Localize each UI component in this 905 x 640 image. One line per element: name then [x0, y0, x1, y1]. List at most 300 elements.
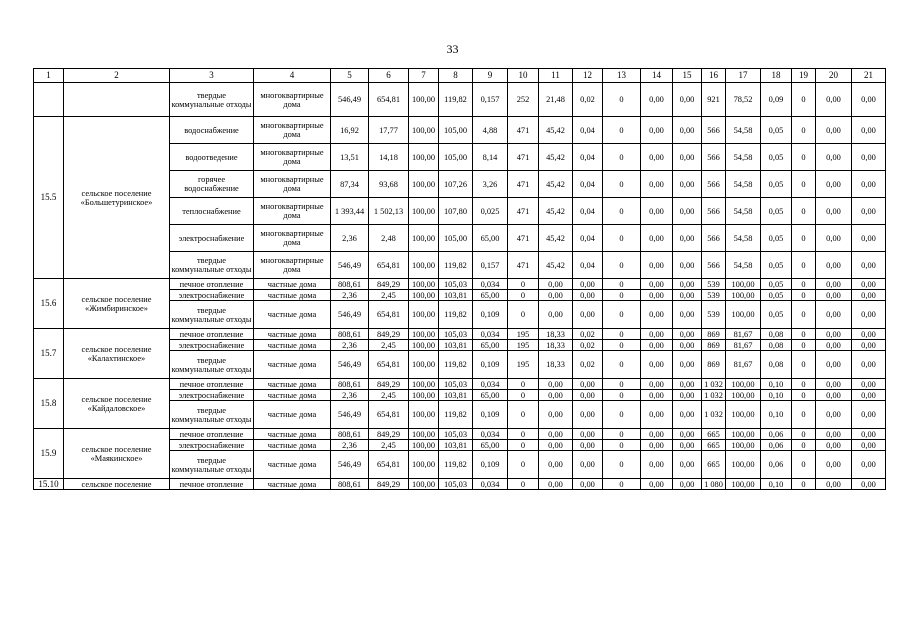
value-cell: 81,67 [726, 340, 761, 351]
value-cell: 0,00 [641, 290, 673, 301]
column-number: 19 [792, 69, 816, 83]
value-cell: 0 [792, 252, 816, 279]
value-cell: 14,18 [369, 144, 409, 171]
value-cell: 0,00 [852, 440, 886, 451]
settlement-name: сельское поселение [64, 479, 170, 490]
value-cell: 0,08 [761, 351, 792, 379]
value-cell: 0,00 [641, 340, 673, 351]
service-name: твердые коммунальные отходы [170, 252, 254, 279]
value-cell: 45,42 [539, 171, 573, 198]
value-cell: 0 [603, 379, 641, 390]
housing-type: частные дома [254, 340, 331, 351]
value-cell: 0 [603, 83, 641, 117]
value-cell: 0,00 [852, 390, 886, 401]
value-cell: 539 [702, 279, 726, 290]
value-cell: 100,00 [409, 440, 439, 451]
value-cell: 2,45 [369, 340, 409, 351]
value-cell: 100,00 [409, 390, 439, 401]
value-cell: 0,05 [761, 144, 792, 171]
value-cell: 100,00 [409, 301, 439, 329]
value-cell: 0,00 [673, 340, 702, 351]
housing-type: частные дома [254, 329, 331, 340]
value-cell: 0,00 [573, 451, 603, 479]
value-cell: 0 [603, 171, 641, 198]
value-cell: 0,00 [573, 401, 603, 429]
value-cell: 54,58 [726, 144, 761, 171]
value-cell: 0 [603, 451, 641, 479]
value-cell: 0 [508, 279, 539, 290]
value-cell: 0,00 [539, 451, 573, 479]
value-cell: 65,00 [473, 390, 508, 401]
value-cell: 0 [603, 225, 641, 252]
value-cell: 18,33 [539, 351, 573, 379]
value-cell: 2,45 [369, 440, 409, 451]
value-cell: 2,36 [331, 390, 369, 401]
value-cell: 0,09 [761, 83, 792, 117]
column-number: 14 [641, 69, 673, 83]
value-cell: 539 [702, 301, 726, 329]
table-row [34, 479, 886, 490]
value-cell: 0,05 [761, 198, 792, 225]
value-cell: 0,00 [852, 279, 886, 290]
value-cell: 87,34 [331, 171, 369, 198]
value-cell: 105,03 [439, 379, 473, 390]
value-cell: 1 032 [702, 379, 726, 390]
table-row [34, 83, 886, 117]
value-cell: 21,48 [539, 83, 573, 117]
value-cell: 0,034 [473, 429, 508, 440]
value-cell: 54,58 [726, 252, 761, 279]
section-number: 15.6 [34, 279, 64, 329]
value-cell: 105,03 [439, 329, 473, 340]
value-cell: 0 [792, 390, 816, 401]
value-cell: 0,00 [816, 252, 852, 279]
section-number: 15.9 [34, 429, 64, 479]
value-cell: 539 [702, 290, 726, 301]
value-cell: 808,61 [331, 329, 369, 340]
value-cell: 0,00 [673, 479, 702, 490]
value-cell: 105,03 [439, 479, 473, 490]
value-cell: 0,00 [673, 252, 702, 279]
value-cell: 0 [792, 144, 816, 171]
value-cell: 100,00 [409, 401, 439, 429]
value-cell: 546,49 [331, 301, 369, 329]
column-number: 5 [331, 69, 369, 83]
value-cell: 0,00 [673, 171, 702, 198]
value-cell: 103,81 [439, 290, 473, 301]
value-cell: 0,00 [641, 351, 673, 379]
value-cell: 546,49 [331, 451, 369, 479]
value-cell: 0 [603, 252, 641, 279]
value-cell: 105,00 [439, 144, 473, 171]
page-number: 33 [446, 42, 459, 56]
value-cell: 2,36 [331, 440, 369, 451]
value-cell: 0,02 [573, 351, 603, 379]
value-cell: 546,49 [331, 252, 369, 279]
housing-type: частные дома [254, 429, 331, 440]
value-cell: 0,00 [852, 401, 886, 429]
value-cell: 0 [508, 440, 539, 451]
settlement-name: сельское поселение «Маякинское» [64, 429, 170, 479]
value-cell: 107,26 [439, 171, 473, 198]
value-cell: 0,06 [761, 429, 792, 440]
value-cell: 100,00 [409, 351, 439, 379]
value-cell: 0,00 [816, 279, 852, 290]
value-cell: 849,29 [369, 329, 409, 340]
value-cell: 0,02 [573, 329, 603, 340]
column-number: 10 [508, 69, 539, 83]
value-cell: 0 [603, 144, 641, 171]
value-cell: 45,42 [539, 252, 573, 279]
value-cell: 0,157 [473, 252, 508, 279]
value-cell: 0,00 [816, 83, 852, 117]
value-cell: 18,33 [539, 340, 573, 351]
value-cell: 808,61 [331, 429, 369, 440]
value-cell: 869 [702, 329, 726, 340]
value-cell: 0 [792, 351, 816, 379]
table-body [34, 69, 886, 490]
settlement-name [64, 83, 170, 117]
value-cell: 471 [508, 144, 539, 171]
value-cell: 105,00 [439, 117, 473, 144]
value-cell: 0 [792, 340, 816, 351]
value-cell: 0,00 [641, 451, 673, 479]
column-number-row [34, 69, 886, 83]
value-cell: 0,00 [673, 379, 702, 390]
service-name: электроснабжение [170, 440, 254, 451]
value-cell: 654,81 [369, 451, 409, 479]
settlement-name: сельское поселение «Кайдаловское» [64, 379, 170, 429]
value-cell: 81,67 [726, 329, 761, 340]
value-cell: 808,61 [331, 379, 369, 390]
housing-type: частные дома [254, 351, 331, 379]
column-number: 9 [473, 69, 508, 83]
value-cell: 100,00 [409, 329, 439, 340]
housing-type: многоквартирные дома [254, 117, 331, 144]
value-cell: 0,00 [641, 429, 673, 440]
value-cell: 0 [508, 390, 539, 401]
value-cell: 0,034 [473, 479, 508, 490]
value-cell: 81,67 [726, 351, 761, 379]
value-cell: 100,00 [409, 290, 439, 301]
housing-type: многоквартирные дома [254, 144, 331, 171]
value-cell: 0,109 [473, 401, 508, 429]
value-cell: 0,00 [573, 479, 603, 490]
value-cell: 849,29 [369, 379, 409, 390]
value-cell: 0,00 [852, 83, 886, 117]
value-cell: 0,05 [761, 252, 792, 279]
value-cell: 0,00 [641, 401, 673, 429]
value-cell: 0,034 [473, 279, 508, 290]
value-cell: 0 [508, 451, 539, 479]
value-cell: 100,00 [409, 451, 439, 479]
value-cell: 65,00 [473, 340, 508, 351]
value-cell: 0,00 [673, 290, 702, 301]
service-name: печное отопление [170, 429, 254, 440]
value-cell: 566 [702, 252, 726, 279]
value-cell: 100,00 [409, 252, 439, 279]
value-cell: 0,00 [539, 379, 573, 390]
value-cell: 0 [603, 301, 641, 329]
value-cell: 0,00 [673, 440, 702, 451]
value-cell: 105,03 [439, 429, 473, 440]
value-cell: 0,00 [573, 440, 603, 451]
value-cell: 65,00 [473, 290, 508, 301]
value-cell: 0 [603, 401, 641, 429]
value-cell: 0,00 [673, 451, 702, 479]
value-cell: 0,10 [761, 390, 792, 401]
housing-type: многоквартирные дома [254, 83, 331, 117]
value-cell: 0,00 [641, 225, 673, 252]
column-number: 17 [726, 69, 761, 83]
table-row [34, 379, 886, 390]
value-cell: 1 080 [702, 479, 726, 490]
value-cell: 78,52 [726, 83, 761, 117]
value-cell: 665 [702, 429, 726, 440]
service-name: печное отопление [170, 279, 254, 290]
column-number: 15 [673, 69, 702, 83]
value-cell: 0,00 [539, 429, 573, 440]
value-cell: 654,81 [369, 301, 409, 329]
column-number: 3 [170, 69, 254, 83]
value-cell: 0,00 [641, 479, 673, 490]
value-cell: 0,034 [473, 329, 508, 340]
value-cell: 0,00 [673, 225, 702, 252]
value-cell: 0,04 [573, 117, 603, 144]
column-number: 8 [439, 69, 473, 83]
value-cell: 100,00 [409, 83, 439, 117]
value-cell: 0 [792, 329, 816, 340]
value-cell: 0,00 [641, 279, 673, 290]
section-number: 15.5 [34, 117, 64, 279]
value-cell: 100,00 [409, 340, 439, 351]
value-cell: 1 502,13 [369, 198, 409, 225]
value-cell: 0,00 [816, 401, 852, 429]
service-name: водоснабжение [170, 117, 254, 144]
value-cell: 0,00 [673, 198, 702, 225]
value-cell: 665 [702, 451, 726, 479]
column-number: 11 [539, 69, 573, 83]
value-cell: 471 [508, 225, 539, 252]
value-cell: 808,61 [331, 479, 369, 490]
value-cell: 665 [702, 440, 726, 451]
value-cell: 0 [603, 279, 641, 290]
section-number: 15.10 [34, 479, 64, 490]
value-cell: 0,00 [852, 301, 886, 329]
value-cell: 100,00 [409, 144, 439, 171]
value-cell: 0,00 [816, 301, 852, 329]
value-cell: 0 [508, 429, 539, 440]
value-cell: 0 [508, 379, 539, 390]
value-cell: 100,00 [409, 171, 439, 198]
value-cell: 0,00 [673, 144, 702, 171]
settlement-name: сельское поселение «Калахтинское» [64, 329, 170, 379]
value-cell: 849,29 [369, 429, 409, 440]
value-cell: 0 [603, 290, 641, 301]
value-cell: 566 [702, 198, 726, 225]
value-cell: 0 [508, 301, 539, 329]
housing-type: частные дома [254, 440, 331, 451]
value-cell: 869 [702, 340, 726, 351]
value-cell: 0,00 [816, 117, 852, 144]
value-cell: 2,36 [331, 290, 369, 301]
value-cell: 119,82 [439, 252, 473, 279]
value-cell: 0 [792, 290, 816, 301]
service-name: электроснабжение [170, 290, 254, 301]
value-cell: 93,68 [369, 171, 409, 198]
value-cell: 0,00 [852, 171, 886, 198]
value-cell: 100,00 [726, 379, 761, 390]
value-cell: 471 [508, 117, 539, 144]
value-cell: 100,00 [409, 117, 439, 144]
value-cell: 100,00 [409, 279, 439, 290]
column-number: 4 [254, 69, 331, 83]
value-cell: 0,00 [816, 440, 852, 451]
value-cell: 0,00 [641, 390, 673, 401]
service-name: твердые коммунальные отходы [170, 351, 254, 379]
value-cell: 105,00 [439, 225, 473, 252]
value-cell: 100,00 [726, 401, 761, 429]
value-cell: 0,00 [816, 479, 852, 490]
value-cell: 0,02 [573, 83, 603, 117]
value-cell: 654,81 [369, 83, 409, 117]
value-cell: 100,00 [726, 429, 761, 440]
value-cell: 16,92 [331, 117, 369, 144]
value-cell: 0,05 [761, 279, 792, 290]
value-cell: 0,10 [761, 479, 792, 490]
value-cell: 0,05 [761, 290, 792, 301]
value-cell: 0,00 [539, 290, 573, 301]
housing-type: многоквартирные дома [254, 225, 331, 252]
value-cell: 0,05 [761, 301, 792, 329]
value-cell: 0,00 [641, 329, 673, 340]
value-cell: 0,00 [816, 351, 852, 379]
value-cell: 2,48 [369, 225, 409, 252]
service-name: твердые коммунальные отходы [170, 83, 254, 117]
value-cell: 0,00 [852, 340, 886, 351]
value-cell: 0,00 [816, 144, 852, 171]
value-cell: 17,77 [369, 117, 409, 144]
value-cell: 0,00 [816, 171, 852, 198]
value-cell: 0,00 [816, 429, 852, 440]
housing-type: частные дома [254, 290, 331, 301]
value-cell: 808,61 [331, 279, 369, 290]
value-cell: 1 393,44 [331, 198, 369, 225]
value-cell: 0,00 [641, 301, 673, 329]
value-cell: 0,00 [641, 440, 673, 451]
value-cell: 0,00 [573, 279, 603, 290]
value-cell: 0,00 [816, 340, 852, 351]
value-cell: 471 [508, 171, 539, 198]
service-name: теплоснабжение [170, 198, 254, 225]
service-name: горячее водоснабжение [170, 171, 254, 198]
value-cell: 0,00 [852, 379, 886, 390]
value-cell: 0,025 [473, 198, 508, 225]
value-cell: 0,00 [641, 252, 673, 279]
value-cell: 0,00 [852, 329, 886, 340]
housing-type: частные дома [254, 390, 331, 401]
value-cell: 849,29 [369, 479, 409, 490]
value-cell: 2,45 [369, 290, 409, 301]
table-row [34, 329, 886, 340]
value-cell: 0,00 [641, 144, 673, 171]
value-cell: 0 [603, 329, 641, 340]
section-number: 15.7 [34, 329, 64, 379]
value-cell: 0,00 [539, 401, 573, 429]
value-cell: 100,00 [726, 440, 761, 451]
value-cell: 100,00 [409, 198, 439, 225]
value-cell: 100,00 [409, 429, 439, 440]
value-cell: 0,04 [573, 225, 603, 252]
service-name: твердые коммунальные отходы [170, 301, 254, 329]
settlement-name: сельское поселение «Большетуринское» [64, 117, 170, 279]
value-cell: 65,00 [473, 225, 508, 252]
value-cell: 105,03 [439, 279, 473, 290]
value-cell: 54,58 [726, 117, 761, 144]
value-cell: 0,157 [473, 83, 508, 117]
value-cell: 45,42 [539, 144, 573, 171]
section-number [34, 83, 64, 117]
value-cell: 0,109 [473, 451, 508, 479]
value-cell: 0,00 [816, 290, 852, 301]
value-cell: 107,80 [439, 198, 473, 225]
value-cell: 0,00 [816, 390, 852, 401]
column-number: 13 [603, 69, 641, 83]
value-cell: 471 [508, 252, 539, 279]
value-cell: 8,14 [473, 144, 508, 171]
value-cell: 54,58 [726, 171, 761, 198]
value-cell: 0,00 [573, 390, 603, 401]
value-cell: 0 [603, 351, 641, 379]
column-number: 6 [369, 69, 409, 83]
value-cell: 195 [508, 329, 539, 340]
value-cell: 0,06 [761, 440, 792, 451]
housing-type: частные дома [254, 451, 331, 479]
value-cell: 0 [603, 440, 641, 451]
value-cell: 0 [508, 401, 539, 429]
value-cell: 0,08 [761, 340, 792, 351]
value-cell: 103,81 [439, 340, 473, 351]
value-cell: 0 [792, 429, 816, 440]
value-cell: 546,49 [331, 401, 369, 429]
value-cell: 45,42 [539, 117, 573, 144]
value-cell: 100,00 [409, 225, 439, 252]
value-cell: 0,04 [573, 171, 603, 198]
value-cell: 0,00 [641, 198, 673, 225]
value-cell: 0 [792, 83, 816, 117]
value-cell: 0,00 [852, 479, 886, 490]
value-cell: 195 [508, 340, 539, 351]
value-cell: 54,58 [726, 225, 761, 252]
value-cell: 0,10 [761, 401, 792, 429]
value-cell: 546,49 [331, 351, 369, 379]
value-cell: 100,00 [726, 390, 761, 401]
value-cell: 100,00 [726, 479, 761, 490]
value-cell: 0,109 [473, 301, 508, 329]
value-cell: 869 [702, 351, 726, 379]
value-cell: 0,00 [852, 144, 886, 171]
service-name: печное отопление [170, 479, 254, 490]
value-cell: 119,82 [439, 351, 473, 379]
housing-type: многоквартирные дома [254, 198, 331, 225]
value-cell: 3,26 [473, 171, 508, 198]
value-cell: 0,00 [673, 279, 702, 290]
value-cell: 0,00 [852, 117, 886, 144]
value-cell: 566 [702, 225, 726, 252]
value-cell: 0,00 [673, 301, 702, 329]
value-cell: 0,00 [539, 301, 573, 329]
value-cell: 13,51 [331, 144, 369, 171]
